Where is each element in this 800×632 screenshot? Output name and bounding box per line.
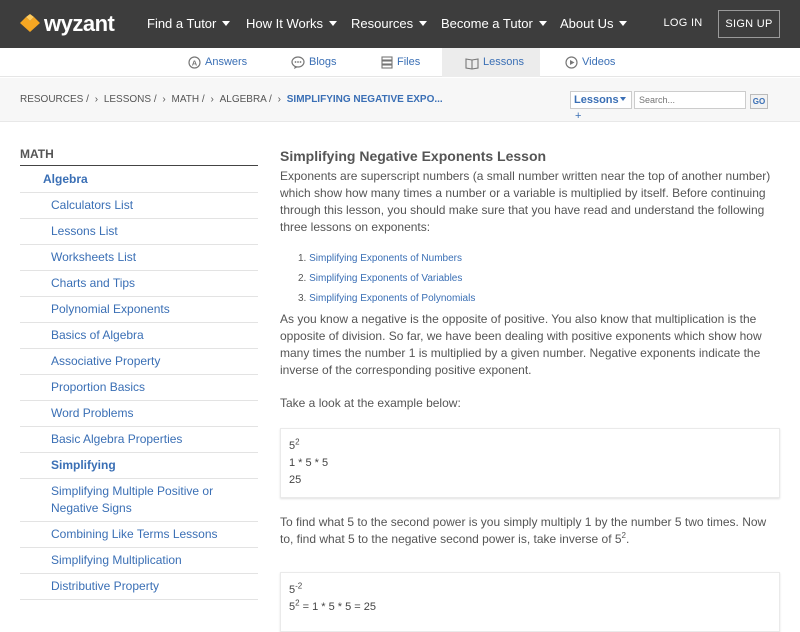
sidebar-item-simplifying-multiplication[interactable]: Simplifying Multiplication (20, 548, 258, 574)
negative-exponent-paragraph: As you know a negative is the opposite of positive. You also know that multiplication is the opposite of division. So far, we have been dealing with positive exponents which show how many times the number 1 is multiplied by a given number. Negative exponents indicate the inverse of the corresponding positive exponent. (280, 312, 762, 377)
nav-about-us-label: About Us (560, 16, 614, 31)
list-item (298, 293, 780, 304)
wyzant-logo[interactable] (20, 12, 114, 36)
example-line (289, 599, 771, 616)
top-navigation-bar (0, 0, 800, 48)
paragraph-exponent: 2 (621, 531, 626, 540)
sidebar-item-algebra[interactable]: Algebra (20, 166, 258, 193)
breadcrumb-current: SIMPLIFYING NEGATIVE EXPO... (286, 94, 443, 105)
sidebar-item-basic-algebra-properties[interactable]: Basic Algebra Properties (20, 427, 258, 453)
example-exponent: -2 (295, 581, 303, 591)
chevron-down-icon (620, 97, 626, 101)
lesson-title: Simplifying Negative Exponents Lesson (280, 148, 547, 164)
chevron-down-icon (419, 21, 427, 26)
example-line: 25 (289, 474, 302, 486)
list-number: 3. (298, 293, 307, 304)
chevron-down-icon (222, 21, 230, 26)
sidebar-item-combining-like-terms[interactable]: Combining Like Terms Lessons (20, 522, 258, 548)
tab-answers[interactable] (188, 48, 247, 77)
list-number: 1. (298, 253, 307, 264)
blogs-icon (291, 56, 305, 69)
search-scope-label: Lessons (574, 94, 619, 106)
resources-subnav (0, 48, 800, 77)
sidebar-item-calculators-list[interactable]: Calculators List (20, 193, 258, 219)
list-item (298, 273, 780, 284)
tab-answers-label: Answers (205, 56, 248, 68)
sidebar-item-charts-and-tips[interactable]: Charts and Tips (20, 271, 258, 297)
sidebar-item-simplifying-multiple-signs[interactable]: Simplifying Multiple Positive or Negative Signs (20, 479, 258, 522)
sidebar (20, 144, 258, 600)
inverse-explanation-paragraph (280, 514, 780, 548)
svg-text:A: A (191, 58, 198, 68)
chevron-down-icon (619, 21, 627, 26)
sidebar-item-polynomial-exponents[interactable]: Polynomial Exponents (20, 297, 258, 323)
breadcrumb-separator: › (210, 94, 214, 105)
nav-resources-label: Resources (351, 16, 414, 31)
list-item (298, 253, 780, 264)
tab-files[interactable] (381, 48, 420, 77)
search-input[interactable] (634, 91, 746, 109)
nav-become-a-tutor-label: Become a Tutor (441, 16, 533, 31)
list-number: 2. (298, 273, 307, 284)
link-exponents-of-numbers[interactable]: Simplifying Exponents of Numbers (309, 253, 462, 264)
lessons-icon (465, 57, 479, 69)
search-scope-plus: + (575, 110, 582, 122)
breadcrumb (20, 78, 443, 122)
breadcrumb-algebra[interactable]: ALGEBRA / (219, 94, 272, 105)
sidebar-item-simplifying[interactable]: Simplifying (20, 453, 258, 479)
lesson-intro-paragraph: Exponents are superscript numbers (a small number written near the top of another number) which show how many times a number or a variable is multiplied by itself. Before continuing through this lesson, you should make sure that you have read and understand the following three lessons on exponents: (280, 169, 771, 234)
wyzant-logo-mark-icon (20, 14, 40, 34)
paragraph-end: . (626, 532, 630, 546)
example-base: 5 (289, 584, 296, 596)
example-line (289, 582, 771, 599)
nav-how-it-works-label: How It Works (246, 16, 324, 31)
chevron-down-icon (329, 21, 337, 26)
paragraph-text: To find what 5 to the second power is you simply multiply 1 by the number 5 two times. Now to, find what 5 to the negative second power is, take inverse of 5 (280, 515, 767, 546)
tab-lessons-label: Lessons (483, 56, 524, 68)
breadcrumb-lessons[interactable]: LESSONS / (103, 94, 157, 105)
lesson-content (280, 147, 780, 632)
example-rest: = 1 * 5 * 5 = 25 (299, 601, 377, 613)
example-line: 1 * 5 * 5 (289, 457, 329, 469)
example-exponent: 2 (295, 437, 300, 447)
search-go-button[interactable]: GO (750, 94, 768, 109)
example-line (289, 438, 771, 455)
tab-videos-label: Videos (582, 56, 616, 68)
answers-icon (188, 56, 201, 69)
tab-files-label: Files (397, 56, 421, 68)
nav-find-a-tutor-label: Find a Tutor (147, 16, 217, 31)
sidebar-item-proportion-basics[interactable]: Proportion Basics (20, 375, 258, 401)
nav-about-us[interactable] (560, 0, 627, 48)
sidebar-heading: MATH (20, 144, 258, 166)
sidebar-item-distributive-property[interactable]: Distributive Property (20, 574, 258, 600)
example-box-1 (280, 428, 780, 498)
tab-lessons[interactable] (442, 48, 540, 77)
breadcrumb-math[interactable]: MATH / (171, 94, 205, 105)
nav-become-a-tutor[interactable] (441, 0, 547, 48)
chevron-down-icon (539, 21, 547, 26)
sidebar-item-basics-of-algebra[interactable]: Basics of Algebra (20, 323, 258, 349)
tab-videos[interactable] (565, 48, 615, 77)
sidebar-item-lessons-list[interactable]: Lessons List (20, 219, 258, 245)
login-button[interactable]: LOG IN (663, 17, 703, 29)
sidebar-item-word-problems[interactable]: Word Problems (20, 401, 258, 427)
example-base: 5 (289, 601, 296, 613)
sidebar-item-associative-property[interactable]: Associative Property (20, 349, 258, 375)
tab-blogs-label: Blogs (309, 56, 337, 68)
link-exponents-of-polynomials[interactable]: Simplifying Exponents of Polynomials (309, 293, 476, 304)
videos-icon (565, 56, 578, 69)
example-box-2 (280, 572, 780, 632)
tab-blogs[interactable] (291, 48, 337, 77)
breadcrumb-separator: › (94, 94, 99, 105)
breadcrumb-bar (0, 78, 800, 122)
link-exponents-of-variables[interactable]: Simplifying Exponents of Variables (309, 273, 463, 284)
prerequisite-lessons-list (298, 253, 780, 304)
search-form (570, 91, 770, 122)
sidebar-item-worksheets-list[interactable]: Worksheets List (20, 245, 258, 271)
signup-button[interactable]: SIGN UP (718, 10, 780, 38)
example-intro-paragraph: Take a look at the example below: (280, 396, 461, 410)
wyzant-logo-text: wyzant (44, 11, 115, 36)
example-exponent: 2 (295, 598, 300, 608)
files-icon (381, 56, 393, 69)
nav-resources[interactable] (351, 0, 427, 48)
breadcrumb-resources[interactable]: RESOURCES / (20, 94, 89, 105)
sidebar-list (20, 166, 258, 600)
breadcrumb-separator: › (162, 94, 166, 105)
search-scope-select[interactable] (570, 91, 632, 122)
breadcrumb-separator: › (277, 94, 281, 105)
nav-find-a-tutor[interactable] (147, 0, 230, 48)
example-base: 5 (289, 440, 296, 452)
nav-how-it-works[interactable] (246, 0, 337, 48)
